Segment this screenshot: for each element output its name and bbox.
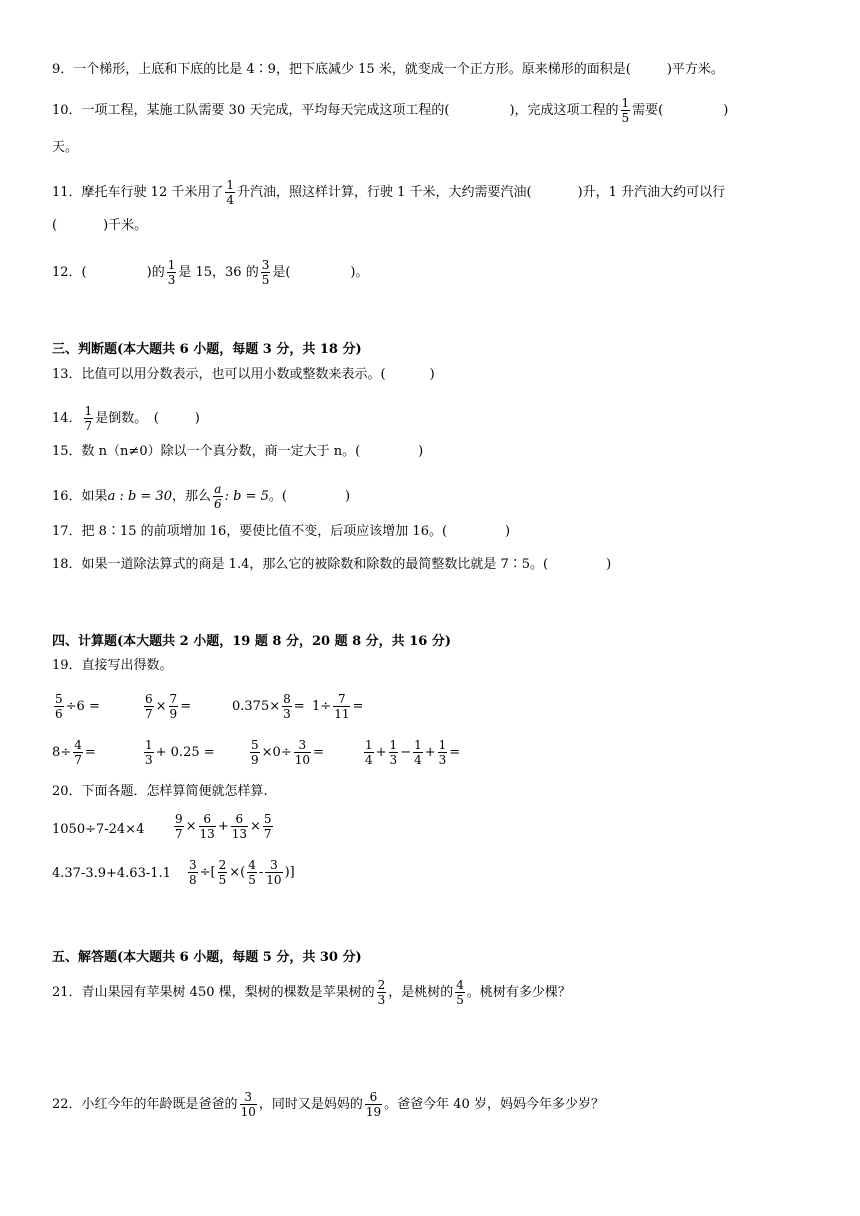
question-9 bbox=[52, 62, 724, 78]
fraction: $\frac{1}{7}$ bbox=[84, 404, 93, 433]
question-22: 22．小红今年的年龄既是爸爸的 $\frac{3}{10}$ ，同时又是妈妈的 $\frac{6}{19}$ 。爸爸今年 40 岁，妈妈今年多少岁？ bbox=[52, 1090, 604, 1119]
calc-item: $\frac{9}{7}$ × $\frac{6}{13}$ + $\frac{6}{13}$ × $\frac{5}{7}$ bbox=[175, 812, 272, 841]
q9-number: 9． bbox=[52, 62, 74, 77]
q9-tail: )平方米。 bbox=[666, 62, 724, 77]
q11-text-b: 升汽油，照这样计算，行驶 1 千米，大约需要汽油( bbox=[237, 185, 532, 200]
question-16: 16．如果a : b = 30，那么 $\frac{a}{6}$ : b = 5。( ) bbox=[52, 482, 351, 511]
question-11 bbox=[52, 178, 725, 207]
question-13: 13．比值可以用分数表示，也可以用小数或整数来表示。( ) bbox=[52, 367, 435, 382]
question-21: 21．青山果园有苹果树 450 棵，梨树的棵数是苹果树的 $\frac{2}{3}$ ，是桃树的 $\frac{4}{5}$ 。桃树有多少棵？ bbox=[52, 978, 571, 1007]
calc-item: 1÷ $\frac{7}{11}$ = bbox=[312, 692, 364, 721]
section-5-heading: 五、解答题(本大题共 6 小题，每题 5 分，共 30 分) bbox=[52, 950, 362, 965]
q9-text: 一个梯形，上底和下底的比是 4∶9，把下底减少 15 米，就变成一个正方形。原来梯形的面积是( bbox=[73, 62, 631, 77]
calc-item: 1050÷7-24×4 bbox=[52, 822, 145, 837]
q10-number: 10． bbox=[52, 103, 82, 118]
q10-text-d: ) bbox=[723, 103, 729, 118]
q10-continuation: 天。 bbox=[52, 140, 79, 155]
question-19: 19．直接写出得数。 bbox=[52, 658, 173, 673]
q10-text-c: 需要( bbox=[632, 103, 664, 118]
fraction: $\frac{1}{5}$ bbox=[621, 96, 630, 125]
question-18: 18．如果一道除法算式的商是 1.4，那么它的被除数和除数的最简整数比就是 7∶5。( ) bbox=[52, 557, 612, 572]
question-15: 15．数 n（n≠0）除以一个真分数，商一定大于 n。( ) bbox=[52, 444, 424, 459]
calc-item: $\frac{1}{3}$ + 0.25 = bbox=[145, 738, 215, 767]
fraction: $\frac{1}{4}$ bbox=[226, 178, 234, 207]
section-3-heading: 三、判断题(本大题共 6 小题，每题 3 分，共 18 分) bbox=[52, 342, 362, 357]
question-17: 17．把 8∶15 的前项增加 16，要使比值不变，后项应该增加 16。( ) bbox=[52, 524, 511, 539]
question-12: 12．( )的 $\frac{1}{3}$ 是 15，36 的 $\frac{3}{5}$ 是( )。 bbox=[52, 258, 369, 287]
q11-continuation: ( )千米。 bbox=[52, 218, 148, 233]
calc-item: $\frac{6}{7}$ × $\frac{7}{9}$ = bbox=[145, 692, 192, 721]
q12-number: 12． bbox=[52, 265, 82, 280]
fraction: $\frac{a}{6}$ bbox=[214, 482, 222, 511]
calc-item: $\frac{3}{8}$ ÷[ $\frac{2}{5}$ ×( $\frac{4}{5}$ - $\frac{3}{10}$ )] bbox=[189, 858, 295, 887]
fraction: $\frac{3}{5}$ bbox=[261, 258, 270, 287]
calc-item: $\frac{5}{9}$ ×0÷ $\frac{3}{10}$ = bbox=[251, 738, 324, 767]
calc-item: 4.37-3.9+4.63-1.1 bbox=[52, 866, 171, 881]
q10-text-a: 一项工程，某施工队需要 30 天完成，平均每天完成这项工程的( bbox=[81, 103, 450, 118]
question-14: 14． $\frac{1}{7}$ 是倒数。 ( ) bbox=[52, 404, 200, 433]
q11-text-c: )升，1 升汽油大约可以行 bbox=[577, 185, 726, 200]
q11-number: 11． bbox=[52, 185, 82, 200]
q10-text-b: )，完成这项工程的 bbox=[509, 103, 619, 118]
question-20: 20．下面各题．怎样算简便就怎样算. bbox=[52, 784, 268, 799]
question-10 bbox=[52, 96, 728, 125]
q11-text-a: 摩托车行驶 12 千米用了 bbox=[81, 185, 224, 200]
calc-item: $\frac{5}{6}$ ÷6 = bbox=[55, 692, 100, 721]
calc-item: 8÷ $\frac{4}{7}$ = bbox=[52, 738, 96, 767]
section-4-heading: 四、计算题(本大题共 2 小题，19 题 8 分，20 题 8 分，共 16 分) bbox=[52, 634, 451, 649]
fraction: $\frac{1}{3}$ bbox=[167, 258, 176, 287]
calc-item: 0.375× $\frac{8}{3}$ = bbox=[232, 692, 305, 721]
calc-item: $\frac{1}{4}$ + $\frac{1}{3}$ − $\frac{1}{4}$ + $\frac{1}{3}$ = bbox=[365, 738, 461, 767]
